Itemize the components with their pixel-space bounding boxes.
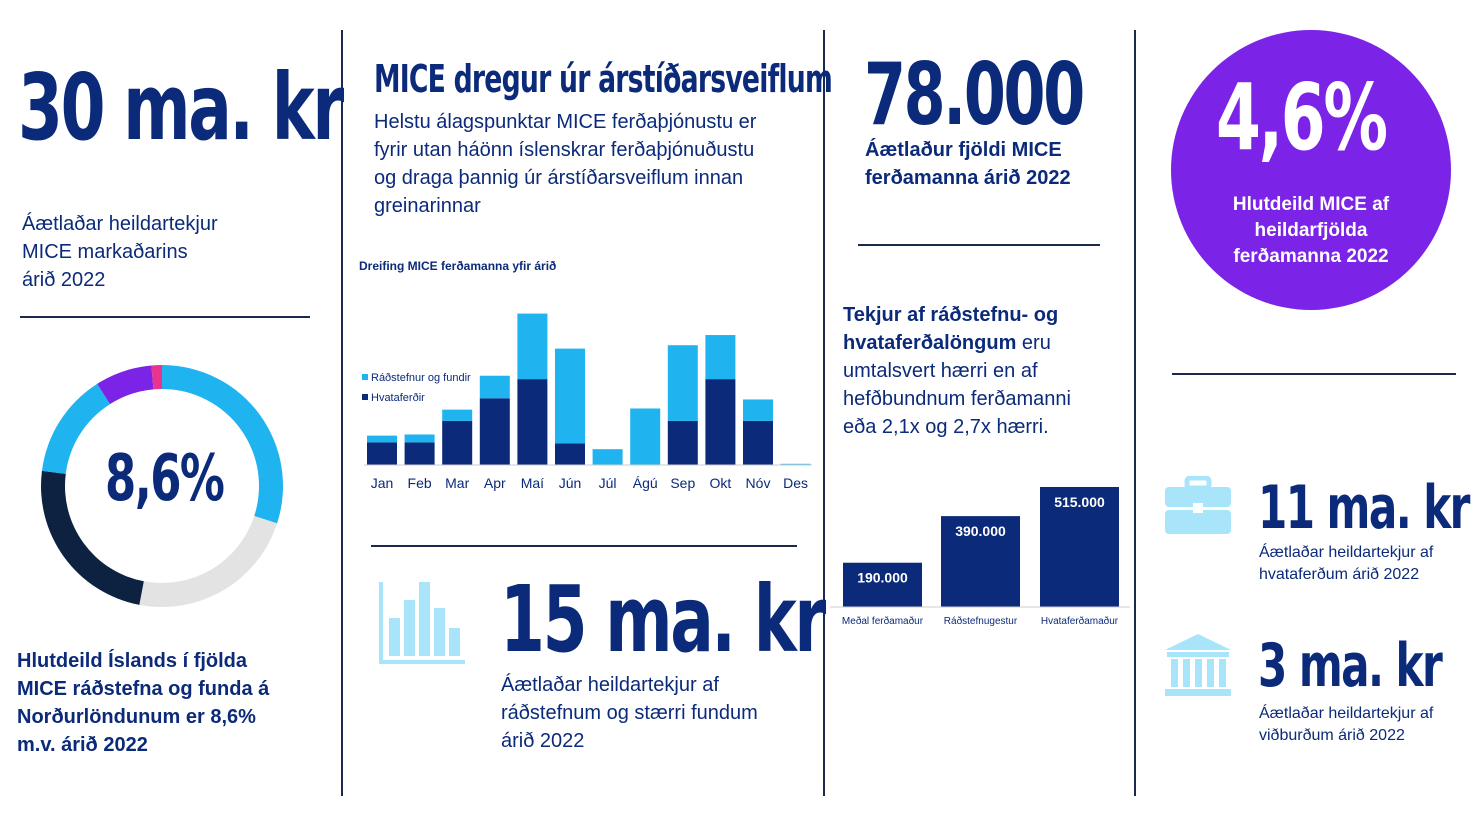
event-revenue-desc: Áætlaðar heildartekjur af viðburðum árið 2022 xyxy=(1259,705,1434,744)
spend-value-label: 515.000 xyxy=(1054,494,1105,510)
month-tick-label: Okt xyxy=(709,475,732,491)
month-tick-label: Mar xyxy=(445,475,470,491)
bar-hvataferdir-4 xyxy=(517,379,547,465)
bar-hvataferdir-5 xyxy=(555,444,585,465)
month-tick-label: Jún xyxy=(558,475,582,491)
month-tick-label: Sep xyxy=(670,475,696,491)
seasonality-intro: Helstu álagspunktar MICE ferðaþjónustu er fyrir utan háönn íslenskrar ferðaþjónuðustu og draga þannig úr árstíðarsveiflum innan greinarinnar xyxy=(374,111,757,217)
bank-building-icon xyxy=(1163,632,1233,698)
spend-category-label: Ráðstefnugestur xyxy=(943,616,1018,627)
bar-hvataferdir-1 xyxy=(405,442,435,465)
bar-radstefnur-1 xyxy=(405,434,435,442)
briefcase-icon xyxy=(1163,476,1233,536)
legend-swatch xyxy=(362,394,368,400)
bar-radstefnur-3 xyxy=(480,376,510,399)
column-divider-2 xyxy=(823,30,825,796)
legend-label: Ráðstefnur og fundir xyxy=(371,372,471,384)
monthly-distribution-chart xyxy=(356,252,816,492)
month-tick-label: Ágú xyxy=(632,475,658,491)
event-revenue-value: 3 ma. kr xyxy=(1258,631,1442,701)
month-tick-label: Maí xyxy=(520,475,545,491)
bar-hvataferdir-8 xyxy=(668,421,698,465)
bar-radstefnur-6 xyxy=(593,449,623,465)
spend-category-label: Meðal ferðamaður xyxy=(841,616,924,627)
month-tick-label: Feb xyxy=(407,475,432,491)
month-tick-label: Nóv xyxy=(745,475,771,491)
seasonality-title: MICE dregur úr árstíðarsveiflum xyxy=(374,57,832,101)
divider-col3 xyxy=(858,244,1100,246)
conference-revenue-value: 15 ma. kr xyxy=(500,566,824,673)
mice-share-value: 4,6% xyxy=(1216,64,1386,171)
bar-hvataferdir-10 xyxy=(743,421,773,465)
bar-radstefnur-8 xyxy=(668,345,698,421)
bar-hvataferdir-9 xyxy=(705,379,735,465)
bar-chart-icon xyxy=(377,578,467,668)
legend-swatch xyxy=(362,374,368,380)
bar-radstefnur-0 xyxy=(367,436,397,443)
donut-slice-1 xyxy=(139,516,277,607)
bar-hvataferdir-0 xyxy=(367,442,397,465)
bar-radstefnur-7 xyxy=(630,409,660,466)
bar-radstefnur-9 xyxy=(705,335,735,379)
incentive-revenue-value: 11 ma. kr xyxy=(1258,473,1469,543)
divider-col4 xyxy=(1172,373,1456,375)
month-tick-label: Jan xyxy=(370,475,394,491)
donut-center-value: 8,6% xyxy=(105,442,224,516)
bar-radstefnur-11 xyxy=(781,464,811,465)
spend-per-tourist-chart xyxy=(830,482,1130,632)
divider-col1 xyxy=(20,316,310,318)
total-revenue-value: 30 ma. kr xyxy=(18,54,342,161)
bar-radstefnur-4 xyxy=(517,314,547,380)
total-revenue-desc: Áætlaðar heildartekjur MICE markaðarins árið 2022 xyxy=(22,213,218,291)
month-tick-label: Júl xyxy=(598,475,617,491)
conference-revenue-desc: Áætlaðar heildartekjur af ráðstefnum og stærri fundum árið 2022 xyxy=(501,674,758,752)
mice-share-caption: Hlutdeild MICE af heildarfjölda ferðamanna 2022 xyxy=(1232,194,1390,267)
bar-hvataferdir-3 xyxy=(480,398,510,465)
bar-radstefnur-10 xyxy=(743,399,773,420)
month-tick-label: Des xyxy=(783,475,809,491)
legend-label: Hvataferðir xyxy=(371,392,425,404)
donut-slice-3 xyxy=(42,384,110,474)
bar-hvataferdir-2 xyxy=(442,421,472,465)
month-tick-label: Apr xyxy=(483,475,506,491)
spend-value-label: 390.000 xyxy=(955,523,1006,540)
incentive-revenue-desc: Áætlaðar heildartekjur af hvataferðum árið 2022 xyxy=(1259,544,1434,583)
mice-tourists-desc: Áætlaður fjöldi MICE ferðamanna árið 2022 xyxy=(865,139,1071,189)
column-divider-3 xyxy=(1134,30,1136,796)
bar-radstefnur-5 xyxy=(555,349,585,444)
revenue-comparison-text: Tekjur af ráðstefnu- og hvataferðalöngum eru umtalsvert hærri en af hefðbundnum ferðamanni eða 2,1x og 2,7x hærri. xyxy=(843,304,1071,438)
spend-value-label: 190.000 xyxy=(857,569,908,586)
bar-radstefnur-2 xyxy=(442,410,472,421)
monthly-chart-title: Dreifing MICE ferðamanna yfir árið xyxy=(359,259,557,273)
spend-category-label: Hvataferðamaður xyxy=(1040,616,1119,627)
mice-tourists-value: 78.000 xyxy=(864,45,1083,145)
nordic-share-caption: Hlutdeild Íslands í fjölda MICE ráðstefna og funda á Norðurlöndunum er 8,6% m.v. árið 2022 xyxy=(17,650,270,756)
divider-col2 xyxy=(371,545,797,547)
